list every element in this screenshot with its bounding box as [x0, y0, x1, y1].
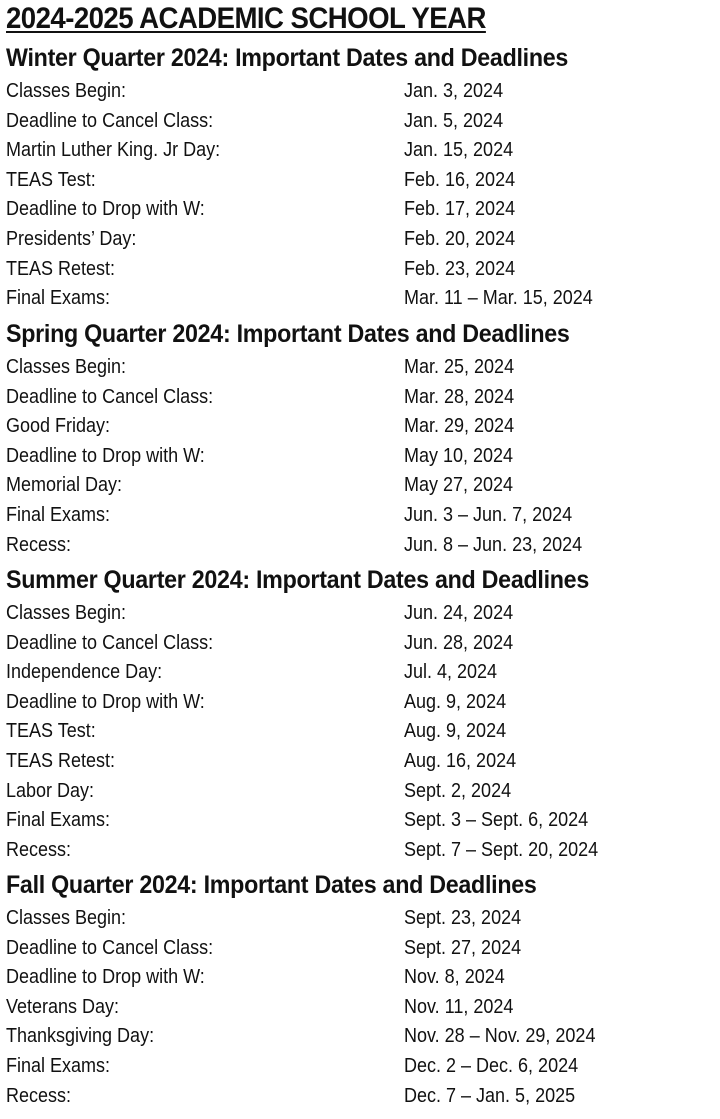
event-date: Feb. 16, 2024	[404, 168, 516, 191]
date-row	[0, 169, 720, 199]
event-label: Final Exams:	[6, 504, 111, 526]
event-date: Jan. 5, 2024	[404, 109, 504, 132]
date-row	[0, 809, 720, 839]
date-row	[0, 415, 720, 445]
date-row	[0, 937, 720, 967]
event-date: Dec. 2 – Dec. 6, 2024	[404, 1055, 579, 1077]
section-header: Spring Quarter 2024: Important Dates and Deadlines	[6, 320, 570, 348]
event-label: Good Friday:	[6, 415, 111, 438]
event-label: TEAS Test:	[6, 168, 96, 191]
event-label: Memorial Day:	[6, 474, 123, 497]
date-row	[0, 780, 720, 810]
date-row	[0, 80, 720, 110]
event-date: Jan. 3, 2024	[404, 80, 504, 102]
event-date: Aug. 9, 2024	[404, 720, 507, 743]
event-date: May 27, 2024	[404, 474, 514, 497]
event-label: Classes Begin:	[6, 602, 127, 624]
date-row	[0, 632, 720, 662]
event-label: Presidents’ Day:	[6, 228, 137, 250]
event-label: Recess:	[6, 1084, 72, 1107]
event-label: Classes Begin:	[6, 907, 127, 929]
date-row	[0, 534, 720, 564]
event-date: Sept. 27, 2024	[404, 936, 522, 959]
date-row	[0, 504, 720, 534]
date-row	[0, 839, 720, 869]
event-label: Deadline to Cancel Class:	[6, 109, 214, 132]
event-date: Jun. 28, 2024	[404, 631, 514, 654]
date-row	[0, 110, 720, 140]
date-row	[0, 1085, 720, 1115]
event-date: Jun. 3 – Jun. 7, 2024	[404, 504, 573, 526]
event-date: Nov. 11, 2024	[404, 995, 514, 1018]
event-label: Thanksgiving Day:	[6, 1025, 155, 1048]
date-row	[0, 228, 720, 258]
date-row	[0, 1055, 720, 1085]
document-title: 2024-2025 ACADEMIC SCHOOL YEAR	[6, 2, 486, 35]
date-row	[0, 661, 720, 691]
date-row	[0, 691, 720, 721]
event-label: Deadline to Cancel Class:	[6, 936, 214, 959]
event-date: Feb. 23, 2024	[404, 257, 516, 280]
event-label: TEAS Retest:	[6, 257, 116, 280]
event-label: Deadline to Drop with W:	[6, 444, 205, 467]
event-date: Mar. 29, 2024	[404, 415, 515, 438]
event-label: Recess:	[6, 533, 72, 556]
event-label: Final Exams:	[6, 809, 111, 832]
event-date: Sept. 3 – Sept. 6, 2024	[404, 809, 589, 832]
event-date: Dec. 7 – Jan. 5, 2025	[404, 1084, 576, 1107]
event-date: Jun. 24, 2024	[404, 602, 514, 624]
event-label: Final Exams:	[6, 287, 111, 310]
event-date: Jun. 8 – Jun. 23, 2024	[404, 533, 583, 556]
date-row	[0, 720, 720, 750]
event-date: Feb. 20, 2024	[404, 228, 516, 250]
event-label: Final Exams:	[6, 1055, 111, 1077]
event-label: Deadline to Drop with W:	[6, 690, 205, 713]
event-date: Feb. 17, 2024	[404, 198, 516, 221]
event-label: TEAS Test:	[6, 720, 96, 743]
date-row	[0, 386, 720, 416]
date-row	[0, 287, 720, 317]
event-label: Deadline to Cancel Class:	[6, 385, 214, 408]
event-label: Recess:	[6, 838, 72, 861]
section-header: Summer Quarter 2024: Important Dates and Deadlines	[6, 566, 589, 594]
event-label: TEAS Retest:	[6, 750, 116, 772]
date-row	[0, 356, 720, 386]
event-date: Aug. 9, 2024	[404, 690, 507, 713]
event-date: Sept. 2, 2024	[404, 779, 512, 802]
event-date: Mar. 28, 2024	[404, 385, 515, 408]
event-date: Jul. 4, 2024	[404, 661, 498, 684]
section-header: Winter Quarter 2024: Important Dates and Deadlines	[6, 44, 569, 72]
event-date: Sept. 7 – Sept. 20, 2024	[404, 838, 599, 861]
date-row	[0, 966, 720, 996]
event-label: Labor Day:	[6, 779, 95, 802]
date-row	[0, 996, 720, 1026]
event-label: Deadline to Cancel Class:	[6, 631, 214, 654]
event-label: Deadline to Drop with W:	[6, 966, 205, 989]
date-row	[0, 445, 720, 475]
event-label: Classes Begin:	[6, 356, 127, 378]
event-date: Nov. 8, 2024	[404, 966, 505, 989]
date-row	[0, 1025, 720, 1055]
date-row	[0, 907, 720, 937]
event-label: Martin Luther King. Jr Day:	[6, 139, 221, 162]
date-row	[0, 258, 720, 288]
date-row	[0, 198, 720, 228]
section-header: Fall Quarter 2024: Important Dates and Deadlines	[6, 871, 537, 899]
event-label: Independence Day:	[6, 661, 163, 684]
event-label: Veterans Day:	[6, 995, 120, 1018]
event-date: Aug. 16, 2024	[404, 750, 517, 772]
date-row	[0, 602, 720, 632]
date-row	[0, 750, 720, 780]
date-row	[0, 474, 720, 504]
event-date: Mar. 11 – Mar. 15, 2024	[404, 287, 593, 310]
event-label: Deadline to Drop with W:	[6, 198, 205, 221]
event-label: Classes Begin:	[6, 80, 127, 102]
event-date: Sept. 23, 2024	[404, 907, 522, 929]
event-date: Mar. 25, 2024	[404, 356, 515, 378]
date-row	[0, 139, 720, 169]
event-date: Nov. 28 – Nov. 29, 2024	[404, 1025, 596, 1048]
event-date: Jan. 15, 2024	[404, 139, 514, 162]
event-date: May 10, 2024	[404, 444, 514, 467]
